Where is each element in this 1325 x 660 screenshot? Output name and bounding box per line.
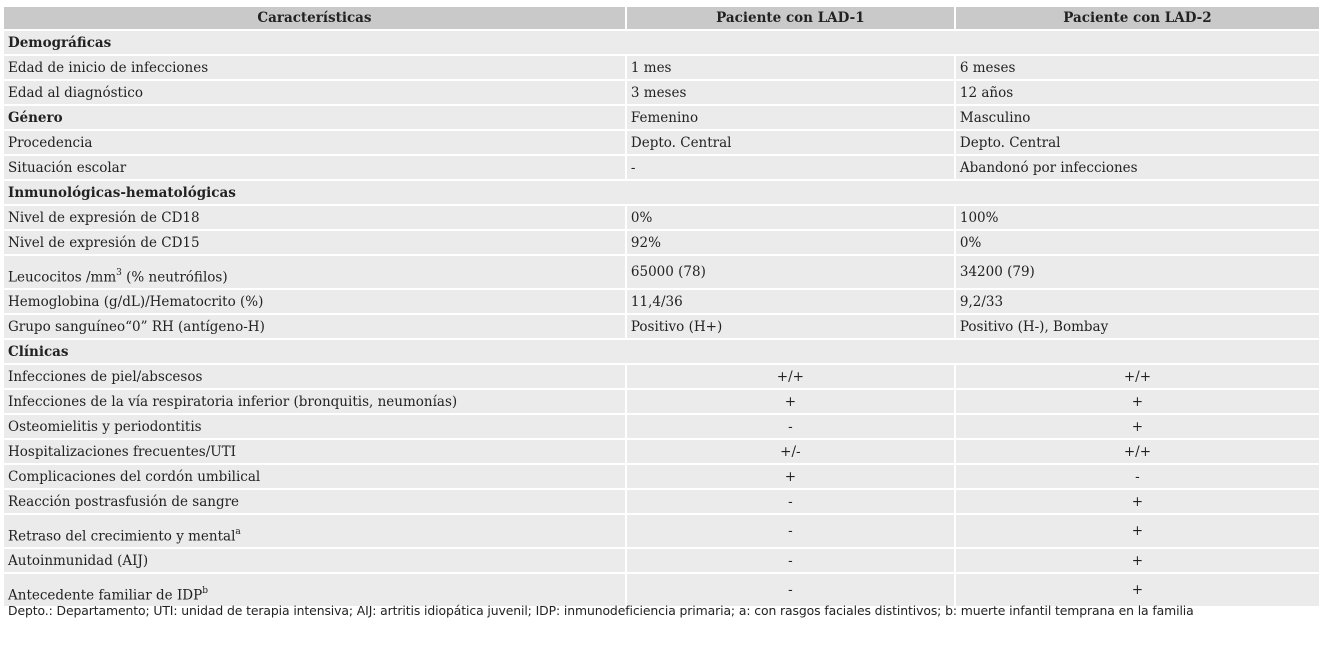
comparison-table-container (4, 5, 1321, 608)
lad2-value: + (956, 515, 1319, 547)
section-row-inmunologicas (4, 181, 1319, 204)
table-row (4, 315, 1319, 338)
lad2-value: + (956, 415, 1319, 438)
lad2-value: 6 meses (956, 56, 1319, 79)
table-row (4, 256, 1319, 288)
table-row (4, 440, 1319, 463)
lad1-value: 65000 (78) (627, 256, 954, 288)
table-row (4, 131, 1319, 154)
lad1-value: + (627, 390, 954, 413)
lad1-value: 0% (627, 206, 954, 229)
lad1-value: Femenino (627, 106, 954, 129)
table-row (4, 390, 1319, 413)
section-title: Inmunológicas-hematológicas (4, 181, 1319, 204)
lad2-value: + (956, 574, 1319, 606)
lad2-value: 34200 (79) (956, 256, 1319, 288)
row-label: Procedencia (4, 131, 625, 154)
row-label: Osteomielitis y periodontitis (4, 415, 625, 438)
table-row (4, 490, 1319, 513)
lad2-value: +/+ (956, 365, 1319, 388)
lad1-value: Depto. Central (627, 131, 954, 154)
header-lad1: Paciente con LAD-1 (627, 7, 954, 29)
lad1-value: - (627, 415, 954, 438)
header-lad2: Paciente con LAD-2 (956, 7, 1319, 29)
row-label (4, 515, 625, 547)
header-row (4, 7, 1319, 29)
lad2-value: 9,2/33 (956, 290, 1319, 313)
row-label: Grupo sanguíneo“0” RH (antígeno-H) (4, 315, 625, 338)
footnote-marker: a (235, 526, 241, 537)
header-caracteristicas: Características (4, 7, 625, 29)
row-label: Complicaciones del cordón umbilical (4, 465, 625, 488)
lad1-value: 92% (627, 231, 954, 254)
row-label: Infecciones de la vía respiratoria inferior (bronquitis, neumonías) (4, 390, 625, 413)
lad2-value: Abandonó por infecciones (956, 156, 1319, 179)
superscript: 3 (116, 267, 122, 278)
lad2-value: 100% (956, 206, 1319, 229)
row-label: Edad al diagnóstico (4, 81, 625, 104)
row-label: Nivel de expresión de CD15 (4, 231, 625, 254)
lad2-value: Positivo (H-), Bombay (956, 315, 1319, 338)
lad2-value: Depto. Central (956, 131, 1319, 154)
label-text: Antecedente familiar de IDP (8, 587, 203, 603)
label-text: Retraso del crecimiento y mental (8, 528, 236, 544)
lad2-value: Masculino (956, 106, 1319, 129)
label-text-suffix: (% neutrófilos) (121, 269, 228, 285)
table-row (4, 56, 1319, 79)
section-title: Clínicas (4, 340, 1319, 363)
lad2-value: + (956, 490, 1319, 513)
lad1-value: 1 mes (627, 56, 954, 79)
lad1-value: 3 meses (627, 81, 954, 104)
table-row (4, 415, 1319, 438)
row-label: Infecciones de piel/abscesos (4, 365, 625, 388)
row-label (4, 574, 625, 606)
row-label: Situación escolar (4, 156, 625, 179)
table-row (4, 515, 1319, 547)
row-label (4, 256, 625, 288)
table-row (4, 81, 1319, 104)
row-label: Autoinmunidad (AIJ) (4, 549, 625, 572)
section-row-demograficas (4, 31, 1319, 54)
lad2-value: 0% (956, 231, 1319, 254)
lad1-value: - (627, 549, 954, 572)
table-row (4, 574, 1319, 606)
table-row (4, 290, 1319, 313)
footnote-marker: b (202, 585, 208, 596)
row-label: Género (4, 106, 625, 129)
lad1-value: - (627, 515, 954, 547)
table-row (4, 206, 1319, 229)
label-text: Leucocitos /mm (8, 269, 117, 285)
lad2-value: 12 años (956, 81, 1319, 104)
lad2-value: + (956, 390, 1319, 413)
lad2-value: + (956, 549, 1319, 572)
table-row (4, 231, 1319, 254)
row-label: Edad de inicio de infecciones (4, 56, 625, 79)
lad2-value: - (956, 465, 1319, 488)
table-row (4, 465, 1319, 488)
section-row-clinicas (4, 340, 1319, 363)
lad1-value: + (627, 465, 954, 488)
lad1-value: Positivo (H+) (627, 315, 954, 338)
table-row (4, 156, 1319, 179)
lad1-value: 11,4/36 (627, 290, 954, 313)
comparison-table (2, 5, 1321, 608)
lad1-value: - (627, 574, 954, 606)
section-title: Demográficas (4, 31, 1319, 54)
lad1-value: - (627, 156, 954, 179)
lad1-value: - (627, 490, 954, 513)
lad1-value: +/+ (627, 365, 954, 388)
row-label: Nivel de expresión de CD18 (4, 206, 625, 229)
row-label: Hospitalizaciones frecuentes/UTI (4, 440, 625, 463)
table-footnote: Depto.: Departamento; UTI: unidad de terapia intensiva; AIJ: artritis idiopática juvenil; IDP: inmunodeficiencia primaria; a: con rasgos faciales distintivos; b: muerte infantil temprana en la familia (8, 603, 1194, 618)
lad2-value: +/+ (956, 440, 1319, 463)
row-label: Hemoglobina (g/dL)/Hematocrito (%) (4, 290, 625, 313)
table-row (4, 549, 1319, 572)
table-row (4, 106, 1319, 129)
lad1-value: +/- (627, 440, 954, 463)
table-row (4, 365, 1319, 388)
row-label: Reacción postrasfusión de sangre (4, 490, 625, 513)
